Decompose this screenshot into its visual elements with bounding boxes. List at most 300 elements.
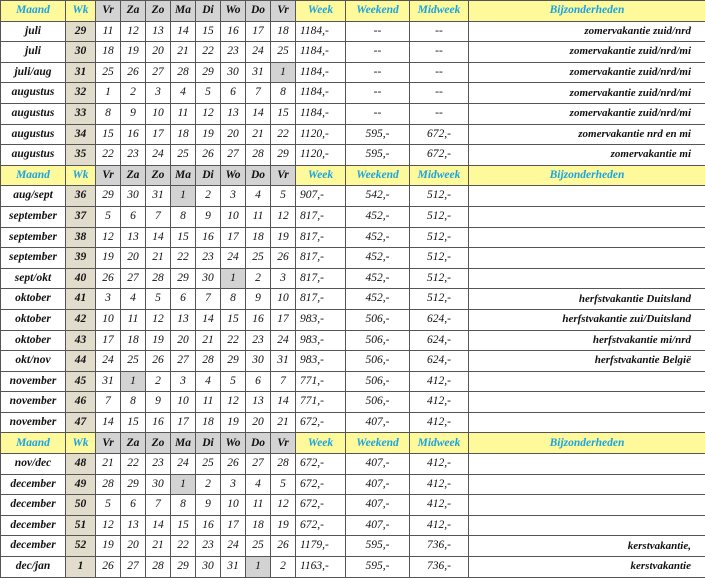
day-cell: 28: [146, 557, 171, 578]
day-cell: 8: [121, 392, 146, 413]
day-cell: 27: [121, 557, 146, 578]
weekend-price-cell: 407,-: [346, 454, 410, 475]
table-row: [1, 330, 705, 351]
header-cell-maand: Maand: [1, 1, 66, 22]
day-cell: 3: [96, 289, 121, 310]
week-number-cell: 38: [66, 227, 96, 248]
month-cell: juli: [1, 42, 66, 63]
day-cell: 2: [271, 557, 296, 578]
month-cell: december: [1, 515, 66, 536]
price-table-body: [1, 1, 705, 578]
remarks-cell: zomervakantie zuid/nrd/mi: [469, 83, 705, 104]
weekend-price-cell: 452,-: [346, 227, 410, 248]
day-cell: 28: [196, 351, 221, 372]
day-cell: 8: [171, 206, 196, 227]
midweek-price-cell: 512,-: [410, 227, 469, 248]
day-cell: 29: [171, 268, 196, 289]
day-cell: 29: [96, 186, 121, 207]
day-cell: 19: [271, 515, 296, 536]
day-cell: 7: [271, 371, 296, 392]
day-cell: 28: [96, 474, 121, 495]
month-cell: okt/nov: [1, 351, 66, 372]
day-cell: 21: [246, 124, 271, 145]
midweek-price-cell: 412,-: [410, 412, 469, 433]
header-cell-za: Za: [121, 433, 146, 454]
midweek-price-cell: --: [410, 42, 469, 63]
day-cell: 29: [121, 474, 146, 495]
day-cell: 5: [196, 83, 221, 104]
midweek-price-cell: --: [410, 62, 469, 83]
month-cell: augustus: [1, 103, 66, 124]
day-cell: 20: [221, 124, 246, 145]
week-number-cell: 35: [66, 145, 96, 166]
week-price-cell: 771,-: [296, 371, 346, 392]
day-cell: 10: [221, 495, 246, 516]
week-price-cell: 983,-: [296, 309, 346, 330]
day-cell: 19: [96, 248, 121, 269]
remarks-cell: [469, 495, 705, 516]
header-cell-ma: Ma: [171, 433, 196, 454]
week-price-cell: 1120,-: [296, 145, 346, 166]
day-cell: 30: [221, 62, 246, 83]
day-cell: 28: [271, 454, 296, 475]
day-cell: 9: [196, 495, 221, 516]
day-cell: 12: [271, 495, 296, 516]
day-cell: 11: [121, 309, 146, 330]
week-price-cell: 817,-: [296, 289, 346, 310]
day-cell: 14: [96, 412, 121, 433]
day-cell: 17: [96, 330, 121, 351]
week-price-cell: 817,-: [296, 206, 346, 227]
midweek-price-cell: 736,-: [410, 557, 469, 578]
weekend-price-cell: 407,-: [346, 515, 410, 536]
day-cell: 19: [96, 536, 121, 557]
day-cell: 2: [196, 474, 221, 495]
day-cell: 8: [271, 83, 296, 104]
header-cell-vr: Vr: [96, 433, 121, 454]
day-cell: 1: [221, 268, 246, 289]
remarks-cell: herfstvakantie Duitsland: [469, 289, 705, 310]
midweek-price-cell: 624,-: [410, 330, 469, 351]
day-cell: 7: [246, 83, 271, 104]
header-cell-ma: Ma: [171, 165, 196, 186]
day-cell: 17: [221, 227, 246, 248]
day-cell: 20: [121, 536, 146, 557]
day-cell: 10: [271, 289, 296, 310]
midweek-price-cell: 512,-: [410, 248, 469, 269]
table-row: [1, 62, 705, 83]
weekend-price-cell: 407,-: [346, 412, 410, 433]
header-cell-maand: Maand: [1, 165, 66, 186]
day-cell: 22: [171, 248, 196, 269]
day-cell: 13: [146, 21, 171, 42]
day-cell: 6: [121, 495, 146, 516]
day-cell: 24: [146, 145, 171, 166]
day-cell: 12: [196, 103, 221, 124]
month-cell: november: [1, 412, 66, 433]
day-cell: 3: [271, 268, 296, 289]
header-row: [1, 1, 705, 22]
week-number-cell: 44: [66, 351, 96, 372]
day-cell: 18: [96, 42, 121, 63]
weekend-price-cell: 542,-: [346, 186, 410, 207]
remarks-cell: [469, 412, 705, 433]
day-cell: 4: [171, 83, 196, 104]
day-cell: 23: [246, 330, 271, 351]
week-number-cell: 45: [66, 371, 96, 392]
day-cell: 18: [246, 515, 271, 536]
table-row: [1, 248, 705, 269]
day-cell: 1: [121, 371, 146, 392]
day-cell: 14: [196, 309, 221, 330]
week-number-cell: 49: [66, 474, 96, 495]
week-price-cell: 1163,-: [296, 557, 346, 578]
day-cell: 30: [196, 557, 221, 578]
week-price-cell: 817,-: [296, 268, 346, 289]
day-cell: 17: [221, 515, 246, 536]
day-cell: 14: [271, 392, 296, 413]
week-price-cell: 1179,-: [296, 536, 346, 557]
day-cell: 13: [221, 103, 246, 124]
month-cell: oktober: [1, 330, 66, 351]
midweek-price-cell: 736,-: [410, 536, 469, 557]
header-cell-bijzonderheden: Bijzonderheden: [469, 165, 705, 186]
day-cell: 2: [246, 268, 271, 289]
day-cell: 26: [96, 268, 121, 289]
day-cell: 2: [196, 186, 221, 207]
header-cell-ma: Ma: [171, 1, 196, 22]
day-cell: 17: [271, 309, 296, 330]
header-cell-midweek: Midweek: [410, 1, 469, 22]
day-cell: 22: [96, 145, 121, 166]
weekend-price-cell: 595,-: [346, 145, 410, 166]
week-price-cell: 672,-: [296, 515, 346, 536]
day-cell: 15: [196, 21, 221, 42]
midweek-price-cell: --: [410, 103, 469, 124]
week-number-cell: 34: [66, 124, 96, 145]
day-cell: 22: [121, 454, 146, 475]
week-number-cell: 37: [66, 206, 96, 227]
table-row: [1, 474, 705, 495]
day-cell: 6: [121, 206, 146, 227]
day-cell: 12: [121, 21, 146, 42]
day-cell: 27: [171, 351, 196, 372]
header-cell-zo: Zo: [146, 433, 171, 454]
week-number-cell: 48: [66, 454, 96, 475]
header-cell-midweek: Midweek: [410, 165, 469, 186]
day-cell: 27: [221, 145, 246, 166]
week-price-cell: 672,-: [296, 495, 346, 516]
midweek-price-cell: --: [410, 83, 469, 104]
week-price-cell: 771,-: [296, 392, 346, 413]
header-cell-weekend: Weekend: [346, 1, 410, 22]
day-cell: 14: [146, 227, 171, 248]
day-cell: 10: [96, 309, 121, 330]
day-cell: 16: [221, 21, 246, 42]
month-cell: december: [1, 495, 66, 516]
day-cell: 27: [146, 62, 171, 83]
table-row: [1, 515, 705, 536]
day-cell: 13: [121, 515, 146, 536]
header-cell-midweek: Midweek: [410, 433, 469, 454]
weekend-price-cell: 506,-: [346, 330, 410, 351]
midweek-price-cell: 624,-: [410, 309, 469, 330]
day-cell: 4: [121, 289, 146, 310]
day-cell: 3: [171, 371, 196, 392]
day-cell: 19: [221, 412, 246, 433]
day-cell: 27: [121, 268, 146, 289]
day-cell: 24: [246, 42, 271, 63]
day-cell: 15: [121, 412, 146, 433]
header-cell-zo: Zo: [146, 1, 171, 22]
midweek-price-cell: 412,-: [410, 474, 469, 495]
weekend-price-cell: 452,-: [346, 289, 410, 310]
day-cell: 25: [246, 248, 271, 269]
header-cell-vr2: Vr: [271, 165, 296, 186]
day-cell: 29: [271, 145, 296, 166]
header-cell-wk: Wk: [66, 433, 96, 454]
week-number-cell: 43: [66, 330, 96, 351]
week-price-cell: 817,-: [296, 248, 346, 269]
table-row: [1, 371, 705, 392]
month-cell: augustus: [1, 124, 66, 145]
day-cell: 24: [221, 536, 246, 557]
day-cell: 5: [221, 371, 246, 392]
week-number-cell: 50: [66, 495, 96, 516]
day-cell: 2: [146, 371, 171, 392]
remarks-cell: [469, 227, 705, 248]
header-cell-weekend: Weekend: [346, 165, 410, 186]
header-cell-vr2: Vr: [271, 433, 296, 454]
day-cell: 31: [221, 557, 246, 578]
day-cell: 9: [146, 392, 171, 413]
weekend-price-cell: 407,-: [346, 495, 410, 516]
table-row: [1, 495, 705, 516]
week-number-cell: 33: [66, 103, 96, 124]
week-price-cell: 1184,-: [296, 62, 346, 83]
month-cell: september: [1, 248, 66, 269]
week-number-cell: 36: [66, 186, 96, 207]
day-cell: 25: [171, 145, 196, 166]
weekend-price-cell: 452,-: [346, 268, 410, 289]
midweek-price-cell: 412,-: [410, 392, 469, 413]
remarks-cell: herfstvakantie België: [469, 351, 705, 372]
remarks-cell: [469, 371, 705, 392]
day-cell: 6: [171, 289, 196, 310]
month-cell: oktober: [1, 309, 66, 330]
midweek-price-cell: 672,-: [410, 145, 469, 166]
table-row: [1, 103, 705, 124]
day-cell: 1: [171, 186, 196, 207]
remarks-cell: herfstvakantie mi/nrd: [469, 330, 705, 351]
day-cell: 30: [196, 268, 221, 289]
day-cell: 9: [196, 206, 221, 227]
day-cell: 1: [246, 557, 271, 578]
day-cell: 18: [121, 330, 146, 351]
day-cell: 17: [171, 412, 196, 433]
day-cell: 4: [246, 186, 271, 207]
remarks-cell: herfstvakantie zui/Duitsland: [469, 309, 705, 330]
day-cell: 21: [171, 42, 196, 63]
weekend-price-cell: 452,-: [346, 206, 410, 227]
month-cell: oktober: [1, 289, 66, 310]
month-cell: juli/aug: [1, 62, 66, 83]
day-cell: 20: [146, 42, 171, 63]
weekend-price-cell: 506,-: [346, 392, 410, 413]
table-row: [1, 557, 705, 578]
day-cell: 19: [121, 42, 146, 63]
header-row: [1, 433, 705, 454]
day-cell: 8: [171, 495, 196, 516]
day-cell: 25: [271, 42, 296, 63]
week-number-cell: 41: [66, 289, 96, 310]
day-cell: 15: [221, 309, 246, 330]
header-cell-do: Do: [246, 1, 271, 22]
day-cell: 4: [246, 474, 271, 495]
day-cell: 8: [221, 289, 246, 310]
midweek-price-cell: 412,-: [410, 371, 469, 392]
month-cell: augustus: [1, 145, 66, 166]
header-cell-vr: Vr: [96, 165, 121, 186]
table-row: [1, 454, 705, 475]
day-cell: 30: [246, 351, 271, 372]
day-cell: 19: [196, 124, 221, 145]
month-cell: december: [1, 536, 66, 557]
week-number-cell: 1: [66, 557, 96, 578]
header-cell-di: Di: [196, 433, 221, 454]
day-cell: 31: [246, 62, 271, 83]
day-cell: 6: [221, 83, 246, 104]
midweek-price-cell: 512,-: [410, 206, 469, 227]
remarks-cell: [469, 474, 705, 495]
table-row: [1, 268, 705, 289]
weekend-price-cell: --: [346, 21, 410, 42]
day-cell: 3: [221, 186, 246, 207]
remarks-cell: kerstvakantie,: [469, 536, 705, 557]
day-cell: 28: [146, 268, 171, 289]
week-price-cell: 1184,-: [296, 103, 346, 124]
day-cell: 27: [246, 454, 271, 475]
day-cell: 15: [96, 124, 121, 145]
day-cell: 12: [96, 515, 121, 536]
day-cell: 11: [246, 495, 271, 516]
header-cell-di: Di: [196, 1, 221, 22]
midweek-price-cell: --: [410, 21, 469, 42]
day-cell: 25: [246, 536, 271, 557]
week-price-cell: 1184,-: [296, 21, 346, 42]
table-row: [1, 309, 705, 330]
weekend-price-cell: 506,-: [346, 309, 410, 330]
day-cell: 12: [146, 309, 171, 330]
week-number-cell: 47: [66, 412, 96, 433]
day-cell: 10: [146, 103, 171, 124]
day-cell: 29: [221, 351, 246, 372]
weekend-price-cell: --: [346, 103, 410, 124]
midweek-price-cell: 512,-: [410, 268, 469, 289]
day-cell: 19: [146, 330, 171, 351]
day-cell: 30: [121, 186, 146, 207]
header-row: [1, 165, 705, 186]
week-number-cell: 51: [66, 515, 96, 536]
day-cell: 24: [271, 330, 296, 351]
weekend-price-cell: --: [346, 62, 410, 83]
table-row: [1, 124, 705, 145]
day-cell: 1: [96, 83, 121, 104]
week-price-cell: 817,-: [296, 227, 346, 248]
day-cell: 14: [246, 103, 271, 124]
day-cell: 5: [271, 186, 296, 207]
day-cell: 18: [171, 124, 196, 145]
day-cell: 22: [271, 124, 296, 145]
remarks-cell: [469, 186, 705, 207]
day-cell: 28: [246, 145, 271, 166]
day-cell: 5: [96, 206, 121, 227]
day-cell: 7: [96, 392, 121, 413]
header-cell-week: Week: [296, 165, 346, 186]
day-cell: 14: [146, 515, 171, 536]
weekend-price-cell: 595,-: [346, 536, 410, 557]
weekend-price-cell: 452,-: [346, 248, 410, 269]
week-number-cell: 32: [66, 83, 96, 104]
remarks-cell: zomervakantie zuid/nrd/mi: [469, 103, 705, 124]
day-cell: 22: [221, 330, 246, 351]
week-price-cell: 1184,-: [296, 83, 346, 104]
table-row: [1, 42, 705, 63]
day-cell: 17: [146, 124, 171, 145]
day-cell: 8: [96, 103, 121, 124]
day-cell: 3: [221, 474, 246, 495]
header-cell-wo: Wo: [221, 1, 246, 22]
remarks-cell: [469, 454, 705, 475]
table-row: [1, 289, 705, 310]
week-price-cell: 672,-: [296, 474, 346, 495]
day-cell: 26: [221, 454, 246, 475]
weekend-price-cell: 595,-: [346, 124, 410, 145]
header-cell-wk: Wk: [66, 165, 96, 186]
day-cell: 20: [246, 412, 271, 433]
header-cell-bijzonderheden: Bijzonderheden: [469, 1, 705, 22]
day-cell: 23: [121, 145, 146, 166]
week-price-cell: 983,-: [296, 351, 346, 372]
remarks-cell: zomervakantie mi: [469, 145, 705, 166]
week-price-cell: 672,-: [296, 412, 346, 433]
header-cell-zo: Zo: [146, 165, 171, 186]
day-cell: 30: [146, 474, 171, 495]
remarks-cell: [469, 206, 705, 227]
remarks-cell: [469, 515, 705, 536]
day-cell: 10: [171, 392, 196, 413]
day-cell: 26: [96, 557, 121, 578]
day-cell: 4: [196, 371, 221, 392]
midweek-price-cell: 672,-: [410, 124, 469, 145]
header-cell-do: Do: [246, 433, 271, 454]
day-cell: 7: [196, 289, 221, 310]
month-cell: dec/jan: [1, 557, 66, 578]
day-cell: 15: [171, 227, 196, 248]
midweek-price-cell: 512,-: [410, 289, 469, 310]
day-cell: 19: [271, 227, 296, 248]
day-cell: 13: [121, 227, 146, 248]
day-cell: 23: [146, 454, 171, 475]
table-row: [1, 145, 705, 166]
week-price-cell: 983,-: [296, 330, 346, 351]
day-cell: 11: [171, 103, 196, 124]
day-cell: 7: [146, 206, 171, 227]
day-cell: 18: [196, 412, 221, 433]
day-cell: 31: [271, 351, 296, 372]
header-cell-vr2: Vr: [271, 1, 296, 22]
day-cell: 18: [246, 227, 271, 248]
